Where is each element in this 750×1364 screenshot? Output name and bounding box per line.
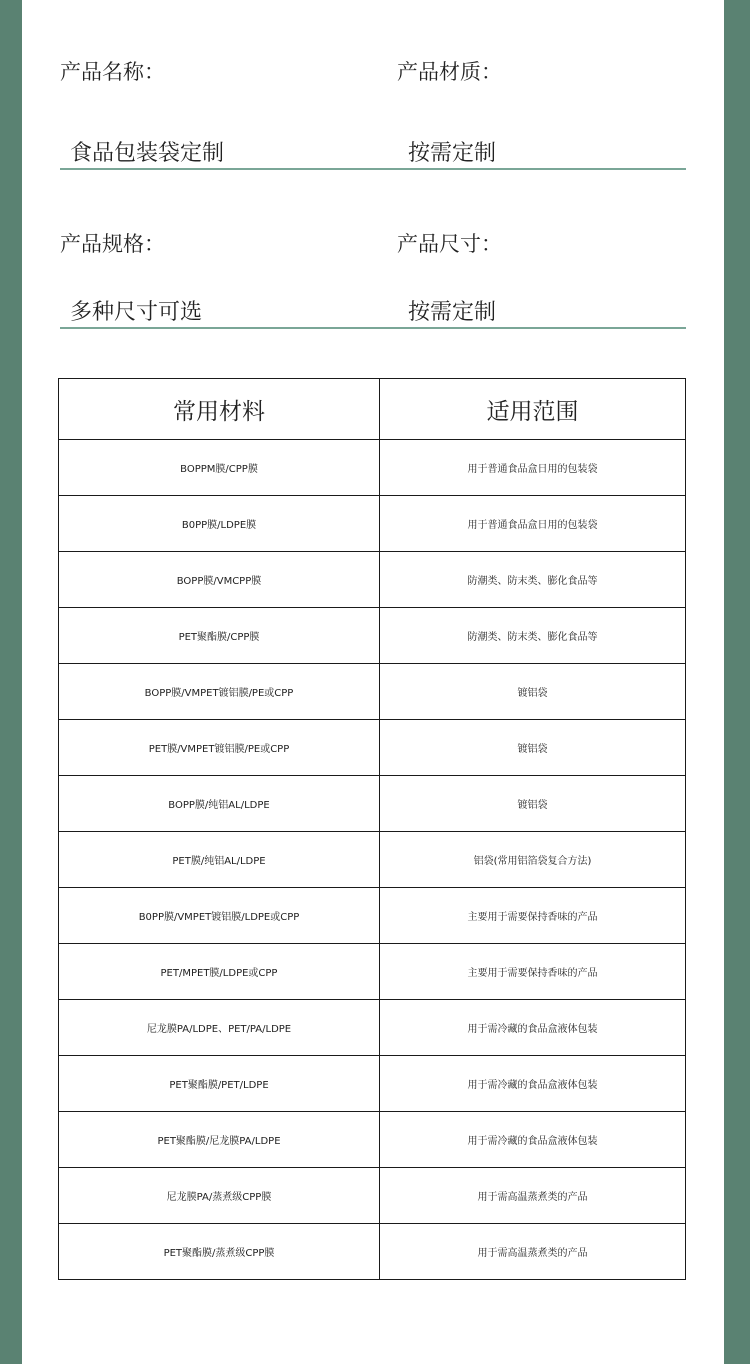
scope-cell: 镀铝袋 bbox=[380, 720, 686, 776]
table-row bbox=[59, 776, 686, 832]
table-row bbox=[59, 832, 686, 888]
scope-cell: 用于普通食品盒日用的包装袋 bbox=[380, 496, 686, 552]
table-row bbox=[59, 440, 686, 496]
scope-cell: 用于需高温蒸煮类的产品 bbox=[380, 1224, 686, 1280]
material-cell: PET/MPET膜/LDPE或CPP bbox=[59, 944, 380, 1000]
scope-cell: 镀铝袋 bbox=[380, 776, 686, 832]
field-underline-1 bbox=[60, 168, 686, 170]
product-material-value: 按需定制 bbox=[408, 141, 497, 166]
table-row bbox=[59, 1000, 686, 1056]
table-row bbox=[59, 664, 686, 720]
product-size-label: 产品尺寸： bbox=[397, 232, 502, 256]
material-cell: B0PP膜/VMPET镀铝膜/LDPE或CPP bbox=[59, 888, 380, 944]
material-cell: 尼龙膜PA/LDPE、PET/PA/LDPE bbox=[59, 1000, 380, 1056]
product-spec-value: 多种尺寸可选 bbox=[70, 300, 203, 325]
table-row bbox=[59, 888, 686, 944]
header-scope: 适用范围 bbox=[380, 379, 686, 440]
material-cell: B0PP膜/LDPE膜 bbox=[59, 496, 380, 552]
left-side-bar bbox=[0, 0, 22, 1364]
material-cell: PET聚酯膜/PET/LDPE bbox=[59, 1056, 380, 1112]
scope-cell: 用于需冷藏的食品盒液体包装 bbox=[380, 1112, 686, 1168]
product-spec-label: 产品规格： bbox=[60, 232, 165, 256]
material-cell: 尼龙膜PA/蒸煮级CPP膜 bbox=[59, 1168, 380, 1224]
table-row bbox=[59, 552, 686, 608]
table-header-row bbox=[59, 379, 686, 440]
scope-cell: 铝袋(常用铝箔袋复合方法) bbox=[380, 832, 686, 888]
table-row bbox=[59, 496, 686, 552]
material-cell: PET聚酯膜/CPP膜 bbox=[59, 608, 380, 664]
material-cell: PET膜/VMPET镀铝膜/PE或CPP bbox=[59, 720, 380, 776]
material-cell: BOPP膜/VMCPP膜 bbox=[59, 552, 380, 608]
product-size-value: 按需定制 bbox=[408, 300, 497, 325]
field-underline-2 bbox=[60, 327, 686, 329]
material-cell: BOPP膜/VMPET镀铝膜/PE或CPP bbox=[59, 664, 380, 720]
scope-cell: 镀铝袋 bbox=[380, 664, 686, 720]
header-materials: 常用材料 bbox=[59, 379, 380, 440]
product-name-value: 食品包装袋定制 bbox=[70, 141, 225, 166]
material-cell: PET膜/纯铝AL/LDPE bbox=[59, 832, 380, 888]
scope-cell: 用于普通食品盒日用的包装袋 bbox=[380, 440, 686, 496]
table-row bbox=[59, 1056, 686, 1112]
material-cell: PET聚酯膜/尼龙膜PA/LDPE bbox=[59, 1112, 380, 1168]
right-side-bar bbox=[724, 0, 750, 1364]
table-row bbox=[59, 944, 686, 1000]
table-row bbox=[59, 1112, 686, 1168]
material-cell: BOPP膜/纯铝AL/LDPE bbox=[59, 776, 380, 832]
scope-cell: 用于需冷藏的食品盒液体包装 bbox=[380, 1056, 686, 1112]
table-row bbox=[59, 720, 686, 776]
product-material-label: 产品材质： bbox=[397, 60, 502, 84]
scope-cell: 主要用于需要保持香味的产品 bbox=[380, 888, 686, 944]
table-row bbox=[59, 608, 686, 664]
scope-cell: 用于需冷藏的食品盒液体包装 bbox=[380, 1000, 686, 1056]
material-cell: PET聚酯膜/蒸煮级CPP膜 bbox=[59, 1224, 380, 1280]
scope-cell: 防潮类、防末类、膨化食品等 bbox=[380, 608, 686, 664]
scope-cell: 防潮类、防末类、膨化食品等 bbox=[380, 552, 686, 608]
table-row bbox=[59, 1168, 686, 1224]
scope-cell: 主要用于需要保持香味的产品 bbox=[380, 944, 686, 1000]
materials-table bbox=[58, 378, 686, 1280]
product-name-label: 产品名称： bbox=[60, 60, 165, 84]
table-row bbox=[59, 1224, 686, 1280]
scope-cell: 用于需高温蒸煮类的产品 bbox=[380, 1168, 686, 1224]
material-cell: BOPPM膜/CPP膜 bbox=[59, 440, 380, 496]
